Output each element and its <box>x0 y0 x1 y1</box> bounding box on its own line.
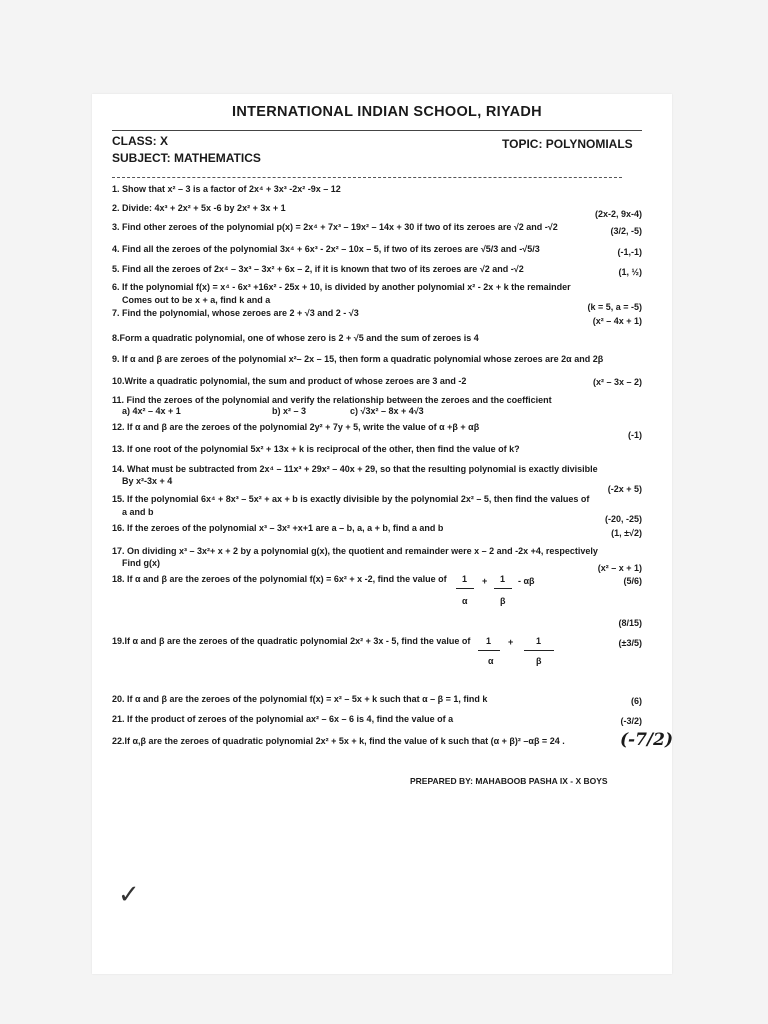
q19-frac1-denominator: α <box>488 656 494 666</box>
question-17-continued: Find g(x) <box>122 558 160 568</box>
answer-15: (-20, -25) <box>604 514 642 524</box>
question-15-continued: a and b <box>122 507 154 517</box>
answer-18: (5/6) <box>623 576 642 586</box>
q18-frac2-numerator: 1 <box>500 574 506 584</box>
question-12: 12. If α and β are the zeroes of the polynomial 2y² + 7y + 5, write the value of α +β + αβ <box>112 422 480 432</box>
q18-frac1-numerator: 1 <box>462 574 468 584</box>
question-18: 18. If α and β are the zeroes of the polynomial f(x) = 6x² + x -2, find the value of <box>112 574 447 584</box>
question-8: 8.Form a quadratic polynomial, one of whose zero is 2 + √5 and the sum of zeroes is 4 <box>112 333 479 343</box>
header-rule <box>112 130 642 131</box>
answer-20: (6) <box>631 696 642 706</box>
q19-frac2-numerator: 1 <box>536 636 542 646</box>
q19-plus: + <box>508 637 514 647</box>
q19-frac2-denominator: β <box>536 656 542 666</box>
question-11-part-b: b) x² – 3 <box>272 406 307 416</box>
answer-21: (-3/2) <box>620 716 642 726</box>
question-21: 21. If the product of zeroes of the polynomial ax² – 6x – 6 is 4, find the value of a <box>112 714 454 724</box>
prepared-by: PREPARED BY: MAHABOOB PASHA IX - X BOYS <box>410 776 608 786</box>
q18-frac2-denominator: β <box>500 596 506 606</box>
question-11: 11. Find the zeroes of the polynomial and verify the relationship between the zeroes and the coefficient <box>112 395 552 405</box>
answer-6: (k = 5, a = -5) <box>587 302 642 312</box>
answer-12: (-1) <box>628 430 642 440</box>
question-6-continued: Comes out to be x + a, find k and a <box>122 295 271 305</box>
class-label: CLASS: X <box>112 134 169 148</box>
question-11-part-a: a) 4x² – 4x + 1 <box>122 406 181 416</box>
question-3: 3. Find other zeroes of the polynomial p(x) = 2x⁴ + 7x³ – 19x² – 14x + 30 if two of its zeroes are √2 and -√2 <box>112 222 558 232</box>
question-14-continued: By x²-3x + 4 <box>122 476 173 486</box>
subject-label: SUBJECT: MATHEMATICS <box>112 151 261 165</box>
question-2: 2. Divide: 4x³ + 2x² + 5x -6 by 2x² + 3x + 1 <box>112 203 286 213</box>
question-9: 9. If α and β are zeroes of the polynomial x²– 2x – 15, then form a quadratic polynomial whose zeroes are 2α and 2β <box>112 354 604 364</box>
q18-frac1-bar <box>456 588 474 589</box>
question-4: 4. Find all the zeroes of the polynomial 3x⁴ + 6x³ - 2x² – 10x – 5, if two of its zeroes are √5/3 and -√5/3 <box>112 244 540 254</box>
answer-5: (1, ½) <box>618 267 642 277</box>
question-1: 1. Show that x² – 3 is a factor of 2x⁴ + 3x³ -2x² -9x – 12 <box>112 184 341 194</box>
question-13: 13. If one root of the polynomial 5x² + 13x + k is reciprocal of the other, then find the value of k? <box>112 444 520 454</box>
question-6: 6. If the polynomial f(x) = x⁴ - 6x³ +16x² - 25x + 10, is divided by another polynomial x² - 2x + k the remainder <box>112 282 571 292</box>
question-16: 16. If the zeroes of the polynomial x³ – 3x² +x+1 are a – b, a, a + b, find a and b <box>112 523 444 533</box>
answer-16: (1, ±√2) <box>611 528 642 538</box>
question-15: 15. If the polynomial 6x⁴ + 8x³ – 5x² + ax + b is exactly divisible by the polynomial 2x² – 5, then find the values of <box>112 494 590 504</box>
answer-18b: (8/15) <box>618 618 642 628</box>
answer-7: (x² – 4x + 1) <box>592 316 642 326</box>
topic-label: TOPIC: POLYNOMIALS <box>502 137 633 151</box>
q19-frac1-bar <box>478 650 500 651</box>
answer-2: (2x-2, 9x-4) <box>594 209 642 219</box>
question-19: 19.If α and β are the zeroes of the quadratic polynomial 2x² + 3x - 5, find the value of <box>112 636 471 646</box>
answer-17: (x² – x + 1) <box>597 563 642 573</box>
q18-plus: + <box>482 576 488 586</box>
q19-frac2-bar <box>524 650 554 651</box>
question-17: 17. On dividing x³ – 3x²+ x + 2 by a polynomial g(x), the quotient and remainder were x – 2 and -2x +4, respectively <box>112 546 598 556</box>
worksheet-page <box>92 94 672 974</box>
question-22: 22.If α,β are the zeroes of quadratic polynomial 2x² + 5x + k, find the value of k such that (α + β)² –αβ = 24 . <box>112 736 565 746</box>
checkmark-icon: ✓ <box>118 880 140 910</box>
answer-4: (-1,-1) <box>617 247 642 257</box>
question-5: 5. Find all the zeroes of 2x⁴ – 3x³ – 3x² + 6x – 2, if it is known that two of its zeroes are √2 and -√2 <box>112 264 524 274</box>
answer-3: (3/2, -5) <box>610 226 642 236</box>
question-14: 14. What must be subtracted from 2x⁴ – 11x³ + 29x² – 40x + 29, so that the resulting polynomial is exactly divisible <box>112 464 598 474</box>
header-divider <box>112 177 622 178</box>
question-10: 10.Write a quadratic polynomial, the sum and product of whose zeroes are 3 and -2 <box>112 376 467 386</box>
q18-frac2-bar <box>494 588 512 589</box>
answer-19: (±3/5) <box>618 638 642 648</box>
question-7: 7. Find the polynomial, whose zeroes are 2 + √3 and 2 - √3 <box>112 308 359 318</box>
question-11-part-c: c) √3x² – 8x + 4√3 <box>350 406 424 416</box>
q18-tail: - αβ <box>518 576 535 586</box>
answer-14: (-2x + 5) <box>607 484 642 494</box>
school-title: INTERNATIONAL INDIAN SCHOOL, RIYADH <box>232 104 542 120</box>
q18-frac1-denominator: α <box>462 596 468 606</box>
q19-frac1-numerator: 1 <box>486 636 492 646</box>
question-20: 20. If α and β are the zeroes of the polynomial f(x) = x² – 5x + k such that α – β = 1, find k <box>112 694 488 704</box>
answer-22-handwritten: (-7/2) <box>620 730 674 750</box>
answer-10: (x² – 3x – 2) <box>592 377 642 387</box>
